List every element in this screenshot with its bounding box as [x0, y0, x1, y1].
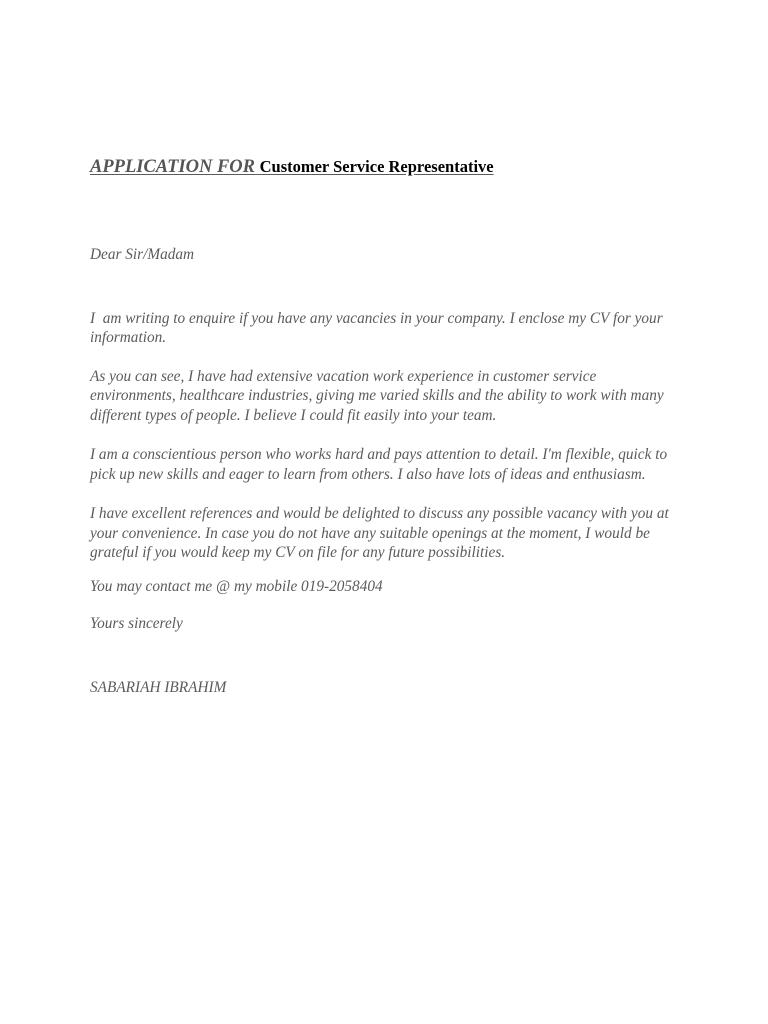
body-paragraph-enquiry: I am writing to enquire if you have any vacancies in your company. I enclose my CV for your information. [90, 309, 667, 346]
closing: Yours sincerely [90, 615, 183, 632]
salutation: Dear Sir/Madam [90, 246, 195, 263]
body-paragraph-references: I have excellent references and would be delighted to discuss any possible vacancy with you at your convenience. In case you do not have any suitable openings at the moment, I would be grateful if you would keep my CV on file for any future possibilities. [90, 505, 669, 561]
contact-line: You may contact me @ my mobile 019-2058404 [90, 577, 383, 595]
body-paragraph-experience: As you can see, I have had extensive vacation work experience in customer service environments, healthcare industries, giving me varied skills and the ability to work with many different types of people. I believe I could fit easily into your team. [90, 367, 664, 424]
signature-name: SABARIAH IBRAHIM [90, 678, 227, 696]
application-letter [90, 155, 672, 697]
heading-lead: APPLICATION FOR [90, 157, 255, 177]
letter-heading [90, 155, 672, 179]
heading-job-title: Customer Service Representative [259, 157, 494, 176]
body-paragraph-personality: I am a conscientious person who works hard and pays attention to detail. I'm flexible, quick to pick up new skills and eager to learn from others. I also have lots of ideas and enthusiasm. [90, 446, 668, 483]
